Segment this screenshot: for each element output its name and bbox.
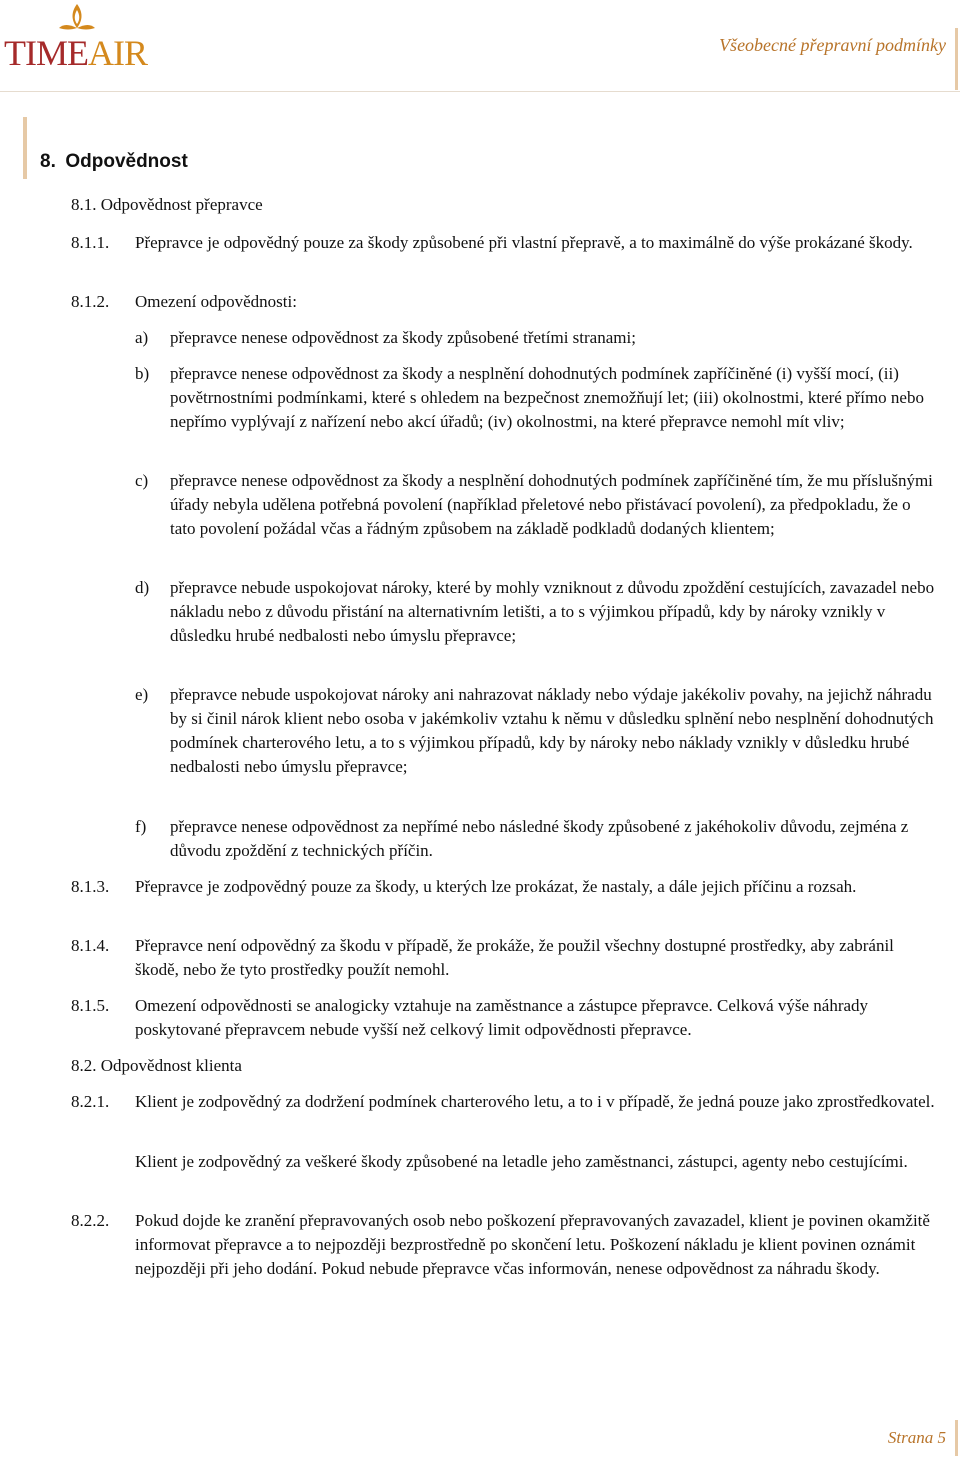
list-item-label-b: b) bbox=[135, 364, 150, 383]
subsection-heading-8-1: 8.1. Odpovědnost přepravce bbox=[71, 195, 263, 214]
list-item-text-d: přepravce nebude uspokojovat nároky, které by mohly vzniknout z důvodu zpoždění cestujících, zavazadel nebo nákladu nebo z důvodu přistání na alternativním letišti, a to s výjimkou případů, kdy by nároky vznikly v důsledku hrubé nedbalosti nebo úmyslu přepravce; bbox=[170, 578, 935, 645]
clause-text-8-2-2: Pokud dojde ke zranění přepravovaných osob nebo poškození přepravovaných zavazadel, klient je povinen okamžitě informovat přepravce a to nejpozději bezprostředně po skončení letu. Poškození nákladu je klient povinen oznámit nejpozději při jeho dodání. Pokud nebude přepravce včas informován, nenese odpovědnost za náhradu škody. bbox=[135, 1211, 930, 1278]
list-item-label-d: d) bbox=[135, 578, 150, 597]
logo-flame-icon bbox=[57, 2, 97, 36]
logo-air: AIR bbox=[87, 33, 147, 73]
list-item-text-e: přepravce nebude uspokojovat nároky ani nahrazovat náklady nebo výdaje jakékoliv povahy, na jejichž náhradu by si činil nárok klient nebo osoba v jakémkoliv vztahu k němu v důsledku splnění nebo nesplnění dohodnutých podmínek charterového letu, a to s výjimkou případů, kdy by nároky nebo náklady vznikly v důsledku hrubé nedbalosti nebo úmyslu přepravce; bbox=[170, 685, 934, 776]
subsection-heading-8-2: 8.2. Odpovědnost klienta bbox=[71, 1056, 242, 1075]
clause-text-8-1-3: Přepravce je zodpovědný pouze za škody, u kterých lze prokázat, že nastaly, a dále jejich příčinu a rozsah. bbox=[135, 877, 857, 896]
footer-divider bbox=[955, 1420, 958, 1456]
list-item-label-e: e) bbox=[135, 685, 149, 704]
clause-number-8-2-1: 8.2.1. bbox=[71, 1092, 110, 1111]
list-item-label-a: a) bbox=[135, 328, 149, 347]
clause-text-8-2-1-continued: Klient je zodpovědný za veškeré škody způsobené na letadle jeho zaměstnanci, zástupci, agenty nebo cestujícími. bbox=[135, 1152, 908, 1171]
clause-number-8-1-2: 8.1.2. bbox=[71, 292, 110, 311]
clause-number-8-1-5: 8.1.5. bbox=[71, 996, 110, 1015]
clause-number-8-1-3: 8.1.3. bbox=[71, 877, 110, 896]
list-item-text-c: přepravce nenese odpovědnost za škody a nesplnění dohodnutých podmínek zapříčiněné tím, že mu příslušnými úřady nebyla udělena potřebná povolení (například přeletové nebo přistávací povolení), za předpokladu, že o tato povolení požádal včas a řádným způsobem na základě podkladů dodaných klientem; bbox=[170, 471, 933, 538]
logo-time: TIME bbox=[4, 33, 88, 73]
document-title: Všeobecné přepravní podmínky bbox=[719, 35, 946, 55]
clause-text-8-1-1: Přepravce je odpovědný pouze za škody způsobené při vlastní přepravě, a to maximálně do výše prokázané škody. bbox=[135, 233, 913, 252]
list-item-text-b: přepravce nenese odpovědnost za škody a nesplnění dohodnutých podmínek zapříčiněné (i) vyšší mocí, (ii) povětrnostními podmínkami, které s ohledem na bezpečnost znemožňují let; (iii) okolnostmi, které přímo nebo nepřímo vyplývají z nařízení nebo akcí úřadů; (iv) okolnostmi, na které přepravce nemohl mít vliv; bbox=[170, 364, 924, 431]
clause-text-8-1-2: Omezení odpovědnosti: bbox=[135, 292, 297, 311]
list-item-text-f: přepravce nenese odpovědnost za nepřímé nebo následné škody způsobené z jakéhokoliv důvodu, zejména z důvodu zpoždění z technických příčin. bbox=[170, 817, 909, 860]
clause-text-8-2-1: Klient je zodpovědný za dodržení podmínek charterového letu, a to i v případě, že jedná pouze jako zprostředkovatel. bbox=[135, 1092, 935, 1111]
clause-text-8-1-5: Omezení odpovědnosti se analogicky vztahuje na zaměstnance a zástupce přepravce. Celková výše náhrady poskytované přepravcem nebude vyšší než celkový limit odpovědnosti přepravce. bbox=[135, 996, 869, 1039]
clause-number-8-1-1: 8.1.1. bbox=[71, 233, 110, 252]
clause-number-8-2-2: 8.2.2. bbox=[71, 1211, 110, 1230]
list-item-label-c: c) bbox=[135, 471, 149, 490]
logo-wordmark bbox=[4, 32, 147, 74]
header-rule bbox=[0, 91, 960, 92]
company-logo bbox=[4, 2, 154, 73]
list-item-label-f: f) bbox=[135, 817, 147, 836]
clause-text-8-1-4: Přepravce není odpovědný za škodu v případě, že prokáže, že použil všechny dostupné prostředky, aby zabránil škodě, nebo že tyto prostředky použít nemohl. bbox=[135, 936, 894, 979]
section-title: 8. Odpovědnost bbox=[40, 151, 188, 172]
section-marker bbox=[23, 117, 27, 179]
list-item-text-a: přepravce nenese odpovědnost za škody způsobené třetími stranami; bbox=[170, 328, 636, 347]
page-number: Strana 5 bbox=[887, 1428, 946, 1447]
clause-number-8-1-4: 8.1.4. bbox=[71, 936, 110, 955]
header-divider bbox=[955, 28, 958, 90]
